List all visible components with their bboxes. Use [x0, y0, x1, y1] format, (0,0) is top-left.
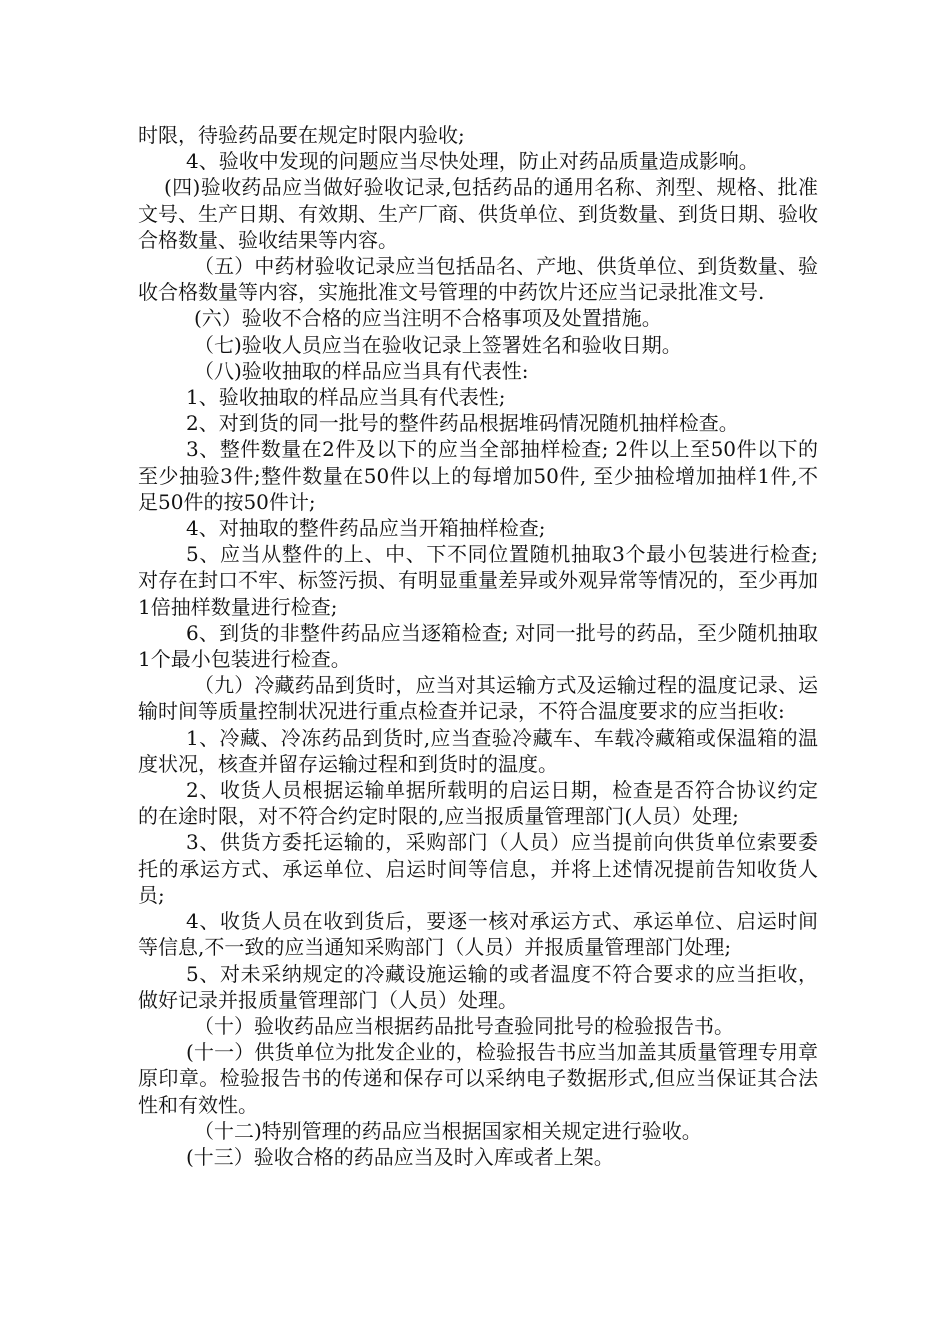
- paragraph: (十三）验收合格的药品应当及时入库或者上架。: [186, 1144, 614, 1169]
- paragraph: 时限，待验药品要在规定时限内验收;: [138, 123, 465, 147]
- paragraph: （五）中药材验收记录应当包括品名、产地、供货单位、到货数量、验收合格数量等内容，实施批准文号管理的中药饮片还应当记录批准文号.: [138, 254, 818, 305]
- paragraph: （八)验收抽取的样品应当具有代表性:: [194, 358, 529, 383]
- paragraph: (十一）供货单位为批发企业的，检验报告书应当加盖其质量管理专用章原印章。检验报告书的传递和保存可以采纳电子数据形式,但应当保证其合法性和有效性。: [138, 1040, 818, 1117]
- paragraph: 2、对到货的同一批号的整件药品根据堆码情况随机抽样检查。: [186, 411, 739, 436]
- paragraph: (六）验收不合格的应当注明不合格事项及处置措施。: [194, 306, 662, 331]
- paragraph: 4、验收中发现的问题应当尽快处理，防止对药品质量造成影响。: [186, 149, 759, 174]
- paragraph: 6、到货的非整件药品应当逐箱检查; 对同一批号的药品，至少随机抽取1个最小包装进行检查。: [138, 620, 818, 672]
- paragraph: 5、对未采纳规定的冷藏设施运输的或者温度不符合要求的应当拒收，做好记录并报质量管理部门（人员）处理。: [138, 961, 818, 1012]
- paragraph: 3、供货方委托运输的，采购部门（人员）应当提前向供货单位索要委托的承运方式、承运单位、启运时间等信息，并将上述情况提前告知收货人员;: [138, 830, 818, 907]
- paragraph: 4、收货人员在收到货后，要逐一核对承运方式、承运单位、启运时间等信息,不一致的应当通知采购部门（人员）并报质量管理部门处理;: [138, 909, 818, 960]
- document-body: [138, 122, 818, 1170]
- paragraph: （十二)特别管理的药品应当根据国家相关规定进行验收。: [194, 1118, 702, 1143]
- paragraph: （十）验收药品应当根据药品批号查验同批号的检验报告书。: [194, 1013, 734, 1038]
- paragraph: 1、验收抽取的样品应当具有代表性;: [186, 385, 506, 410]
- paragraph: （九）冷藏药品到货时，应当对其运输方式及运输过程的温度记录、运输时间等质量控制状况进行重点检查并记录，不符合温度要求的应当拒收:: [138, 673, 818, 724]
- paragraph: 3、整件数量在2件及以下的应当全部抽样检查; 2件以上至50件以下的至少抽验3件;整件数量在50件以上的每增加50件, 至少抽检增加抽样1件,不足50件的按50件计;: [138, 437, 818, 514]
- paragraph: （七)验收人员应当在验收记录上签署姓名和验收日期。: [194, 332, 682, 357]
- paragraph: 2、收货人员根据运输单据所载明的启运日期，检查是否符合协议约定的在途时限，对不符合约定时限的,应当报质量管理部门(人员）处理;: [138, 778, 818, 829]
- paragraph: (四)验收药品应当做好验收记录,包括药品的通用名称、剂型、规格、批准文号、生产日期、有效期、生产厂商、供货单位、到货数量、到货日期、验收合格数量、验收结果等内容。: [138, 175, 818, 252]
- paragraph: 4、对抽取的整件药品应当开箱抽样检查;: [186, 516, 546, 541]
- paragraph: 1、冷藏、冷冻药品到货时,应当查验冷藏车、车载冷藏箱或保温箱的温度状况，核查并留存运输过程和到货时的温度。: [138, 725, 818, 776]
- paragraph: 5、应当从整件的上、中、下不同位置随机抽取3个最小包装进行检查; 对存在封口不牢、标签污损、有明显重量差异或外观异常等情况的，至少再加1倍抽样数量进行检查;: [138, 542, 818, 619]
